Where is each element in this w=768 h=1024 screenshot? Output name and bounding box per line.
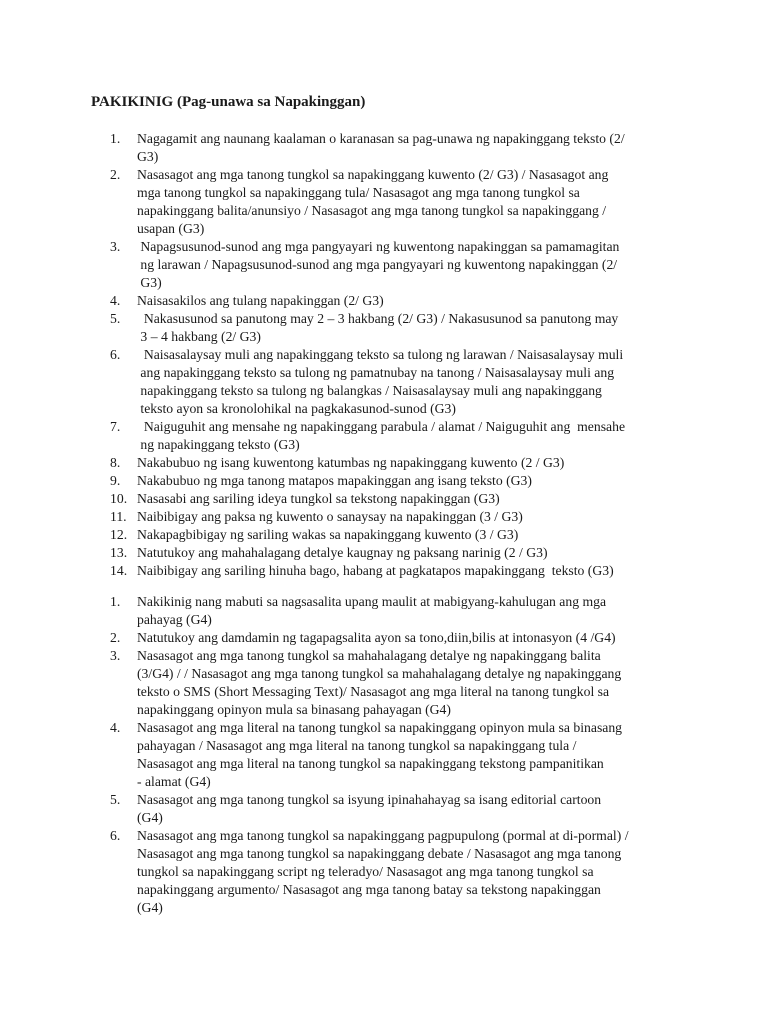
list-item: [0, 647, 768, 719]
item-number: 5.: [110, 311, 121, 326]
item-text-line: Nasasagot ang mga tanong tungkol sa isyung ipinahahayag sa isang editorial cartoon: [137, 792, 602, 807]
list-item: [0, 310, 768, 346]
item-number: 3.: [110, 648, 121, 663]
item-text-line: Naiguguhit ang mensahe ng napakinggang parabula / alamat / Naiguguhit ang mensahe: [137, 419, 626, 434]
item-number: 12.: [110, 527, 128, 542]
item-text-line: pahayag (G4): [137, 612, 212, 627]
item-number: 10.: [110, 491, 128, 506]
item-text-line: Naibibigay ang paksa ng kuwento o sanaysay na napakinggan (3 / G3): [137, 509, 523, 524]
item-text-line: Natutukoy ang mahahalagang detalye kaugnay ng paksang narinig (2 / G3): [137, 545, 548, 560]
item-number: 2.: [110, 167, 121, 182]
item-text-line: Nagagamit ang naunang kaalaman o karanasan sa pag-unawa ng napakinggang teksto (2/: [137, 131, 625, 146]
item-number: 11.: [110, 509, 127, 524]
item-text-line: mga tanong tungkol sa napakinggang tula/ Nasasagot ang mga tanong tungkol sa: [137, 185, 580, 200]
item-text-line: napakinggang opinyon mula sa binasang pahayagan (G4): [137, 702, 451, 717]
item-text-line: Nasasagot ang mga tanong tungkol sa napakinggang pagpupulong (pormal at di-pormal) /: [137, 828, 629, 843]
item-text-line: Nasasagot ang mga tanong tungkol sa mahahalagang detalye ng napakinggang balita: [137, 648, 601, 663]
item-number: 1.: [110, 594, 121, 609]
item-text-line: (G4): [137, 900, 163, 915]
list-item: [0, 629, 768, 647]
item-number: 4.: [110, 720, 121, 735]
list-item: [0, 238, 768, 292]
item-text-line: G3): [137, 275, 162, 290]
list-item: [0, 490, 768, 508]
item-text-line: Nasasagot ang mga literal na tanong tungkol sa napakinggang tekstong pampanitikan: [137, 756, 604, 771]
item-text-line: G3): [137, 149, 159, 164]
competency-list-g3: [0, 130, 768, 580]
item-text-line: - alamat (G4): [137, 774, 211, 789]
item-number: 3.: [110, 239, 121, 254]
item-text-line: Nasasagot ang mga tanong tungkol sa napakinggang kuwento (2/ G3) / Nasasagot ang: [137, 167, 609, 182]
item-text-line: usapan (G3): [137, 221, 205, 236]
item-text-line: Nakapagbibigay ng sariling wakas sa napakinggang kuwento (3 / G3): [137, 527, 519, 542]
item-number: 9.: [110, 473, 121, 488]
item-number: 2.: [110, 630, 121, 645]
list-item: [0, 526, 768, 544]
list-item: [0, 166, 768, 238]
list-item: [0, 346, 768, 418]
list-item: [0, 508, 768, 526]
item-text-line: Naibibigay ang sariling hinuha bago, habang at pagkatapos mapakinggang teksto (G3): [137, 563, 614, 578]
item-text-line: Naisasalaysay muli ang napakinggang teksto sa tulong ng larawan / Naisasalaysay muli: [137, 347, 624, 362]
item-text-line: napakinggang balita/anunsiyo / Nasasagot ang mga tanong tungkol sa napakinggang /: [137, 203, 607, 218]
item-text-line: ang napakinggang teksto sa tulong ng pamatnubay na tanong / Naisasalaysay muli ang: [137, 365, 615, 380]
item-text-line: napakinggang teksto sa tulong ng balangkas / Naisasalaysay muli ang napakinggang: [137, 383, 602, 398]
item-number: 14.: [110, 563, 128, 578]
item-text-line: Natutukoy ang damdamin ng tagapagsalita ayon sa tono,diin,bilis at intonasyon (4 /G4): [137, 630, 616, 645]
item-text-line: Nakikinig nang mabuti sa nagsasalita upang maulit at mabigyang-kahulugan ang mga: [137, 594, 607, 609]
section-heading: PAKIKINIG (Pag-unawa sa Napakinggan): [91, 94, 366, 110]
list-item: [0, 562, 768, 580]
item-number: 6.: [110, 347, 121, 362]
list-item: [0, 593, 768, 629]
item-number: 13.: [110, 545, 128, 560]
list-item: [0, 544, 768, 562]
list-item: [0, 791, 768, 827]
item-number: 6.: [110, 828, 121, 843]
item-text-line: (G4): [137, 810, 163, 825]
item-text-line: Nasasabi ang sariling ideya tungkol sa tekstong napakinggan (G3): [137, 491, 500, 506]
list-item: [0, 827, 768, 917]
list-item: [0, 454, 768, 472]
item-number: 7.: [110, 419, 121, 434]
item-text-line: teksto ayon sa kronolohikal na pagkakasunod-sunod (G3): [137, 401, 456, 416]
item-text-line: Nakabubuo ng mga tanong matapos mapakinggan ang isang teksto (G3): [137, 473, 532, 488]
item-text-line: Napagsusunod-sunod ang mga pangyayari ng kuwentong napakinggan sa pamamagitan: [137, 239, 620, 254]
item-text-line: tungkol sa napakinggang script ng teleradyo/ Nasasagot ang mga tanong tungkol sa: [137, 864, 594, 879]
item-number: 1.: [110, 131, 121, 146]
item-text-line: napakinggang argumento/ Nasasagot ang mga tanong batay sa tekstong napakinggan: [137, 882, 601, 897]
item-text-line: Nakasusunod sa panutong may 2 – 3 hakbang (2/ G3) / Nakasusunod sa panutong may: [137, 311, 619, 326]
list-item: [0, 292, 768, 310]
item-text-line: 3 – 4 hakbang (2/ G3): [137, 329, 261, 344]
item-number: 8.: [110, 455, 121, 470]
item-text-line: teksto o SMS (Short Messaging Text)/ Nasasagot ang mga literal na tanong tungkol sa: [137, 684, 610, 699]
competency-list-g4: [0, 593, 768, 917]
item-text-line: (3/G4) / / Nasasagot ang mga tanong tungkol sa mahahalagang detalye ng napakinggang: [137, 666, 622, 681]
item-text-line: ng larawan / Napagsusunod-sunod ang mga pangyayari ng kuwentong napakinggan (2/: [137, 257, 618, 272]
list-item: [0, 130, 768, 166]
item-text-line: Nakabubuo ng isang kuwentong katumbas ng napakinggang kuwento (2 / G3): [137, 455, 565, 470]
item-text-line: Nasasagot ang mga literal na tanong tungkol sa napakinggang opinyon mula sa binasang: [137, 720, 623, 735]
item-number: 4.: [110, 293, 121, 308]
list-item: [0, 472, 768, 490]
list-item: [0, 418, 768, 454]
item-text-line: Nasasagot ang mga tanong tungkol sa napakinggang debate / Nasasagot ang mga tanong: [137, 846, 622, 861]
item-text-line: Naisasakilos ang tulang napakinggan (2/ G3): [137, 293, 384, 308]
list-item: [0, 719, 768, 791]
item-number: 5.: [110, 792, 121, 807]
item-text-line: ng napakinggang teksto (G3): [137, 437, 300, 452]
item-text-line: pahayagan / Nasasagot ang mga literal na tanong tungkol sa napakinggang tula /: [137, 738, 577, 753]
